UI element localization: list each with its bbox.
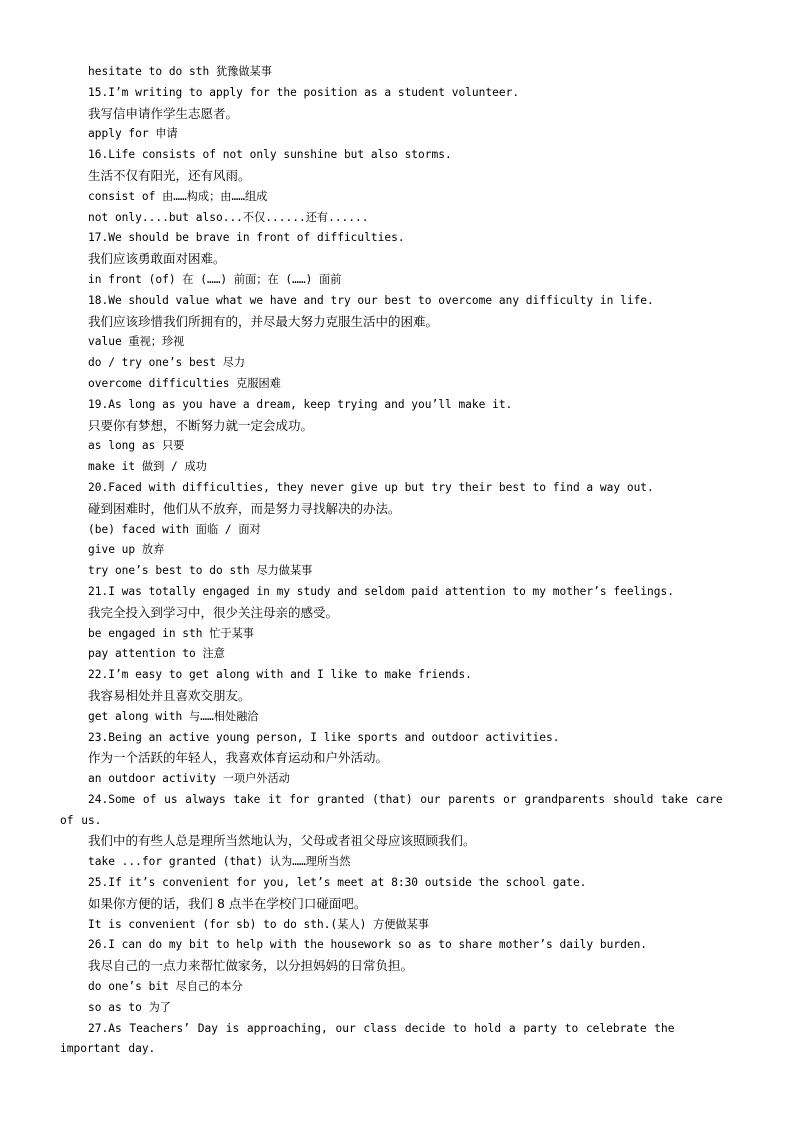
sentence-line: 26.I can do my bit to help with the housework so as to share mother’s daily burden. — [88, 938, 648, 952]
phrase-line: value 重视；珍视 — [88, 335, 185, 349]
sentence-line: 23.Being an active young person, I like sports and outdoor activities. — [88, 730, 560, 744]
phrase-line: consist of 由……构成；由……组成 — [88, 189, 268, 203]
sentence-line: 18.We should value what we have and try our best to overcome any difficulty in life. — [88, 293, 654, 307]
translation-line: 我写信申请作学生志愿者。 — [88, 105, 239, 121]
translation-line: 我完全投入到学习中，很少关注母亲的感受。 — [88, 604, 339, 620]
phrase-line: do / try one’s best 尽力 — [88, 356, 246, 370]
document-body — [60, 62, 736, 1060]
sentence-line: 25.If it’s convenient for you, let’s meet at 8:30 outside the school gate. — [88, 876, 587, 890]
translation-line: 碰到困难时，他们从不放弃，而是努力寻找解决的办法。 — [88, 500, 401, 516]
translation-line: 生活不仅有阳光，还有风雨。 — [88, 167, 251, 183]
phrase-line: It is convenient (for sb) to do sth.(某人) 方便做某事 — [88, 917, 429, 931]
phrase-line: get along with 与……相处融洽 — [88, 709, 259, 723]
phrase-line: so as to 为了 — [88, 1000, 171, 1014]
sentence-line: 20.Faced with difficulties, they never give up but try their best to find a way out. — [88, 480, 654, 494]
phrase-line: in front (of) 在 (……) 前面；在 (……) 面前 — [88, 272, 342, 286]
phrase-line: pay attention to 注意 — [88, 647, 225, 661]
translation-line: 我容易相处并且喜欢交朋友。 — [88, 687, 251, 703]
phrase-line: an outdoor activity 一项户外活动 — [88, 772, 290, 786]
sentence-line: 21.I was totally engaged in my study and seldom paid attention to my mother’s feelings. — [88, 584, 674, 598]
translation-line: 我们应该珍惜我们所拥有的，并尽最大努力克服生活中的困难。 — [88, 313, 439, 329]
phrase-line: as long as 只要 — [88, 439, 185, 453]
phrase-line: be engaged in sth 忙于某事 — [88, 626, 254, 640]
translation-line: 我尽自己的一点力来帮忙做家务，以分担妈妈的日常负担。 — [88, 958, 414, 974]
translation-line: 我们中的有些人总是理所当然地认为，父母或者祖父母应该照顾我们。 — [88, 833, 476, 849]
sentence-line: 16.Life consists of not only sunshine but also storms. — [88, 148, 452, 162]
phrase-line: apply for 申请 — [88, 127, 178, 141]
phrase-line: do one’s bit 尽自己的本分 — [88, 980, 243, 994]
sentence-line: 17.We should be brave in front of difficulties. — [88, 231, 405, 245]
phrase-line: (be) faced with 面临 / 面对 — [88, 522, 261, 536]
sentence-line: 19.As long as you have a dream, keep trying and you’ll make it. — [88, 397, 513, 411]
translation-line: 作为一个活跃的年轻人，我喜欢体育运动和户外活动。 — [88, 750, 389, 766]
phrase-line: give up 放弃 — [88, 543, 165, 557]
phrase-line: not only....but also...不仅......还有...... — [88, 210, 369, 224]
phrase-line: overcome difficulties 克服困难 — [88, 376, 281, 390]
translation-line: 如果你方便的话，我们 8 点半在学校门口碰面吧。 — [88, 895, 367, 911]
phrase-line: make it 做到 / 成功 — [88, 460, 207, 474]
sentence-line: 24.Some of us always take it for granted (that) our parents or grandparents should take care of us. — [60, 792, 723, 827]
sentence-line: 15.I’m writing to apply for the position as a student volunteer. — [88, 85, 520, 99]
sentence-line: 22.I’m easy to get along with and I like to make friends. — [88, 668, 472, 682]
sentence-line: 27.As Teachers’ Day is approaching, our class decide to hold a party to celebrate the important day. — [60, 1021, 675, 1056]
text-line: hesitate to do sth 犹豫做某事 — [88, 65, 272, 78]
phrase-line: take ...for granted (that) 认为……理所当然 — [88, 855, 351, 869]
translation-line: 只要你有梦想，不断努力就一定会成功。 — [88, 417, 314, 433]
translation-line: 我们应该勇敢面对困难。 — [88, 251, 226, 267]
phrase-line: try one’s best to do sth 尽力做某事 — [88, 564, 313, 578]
